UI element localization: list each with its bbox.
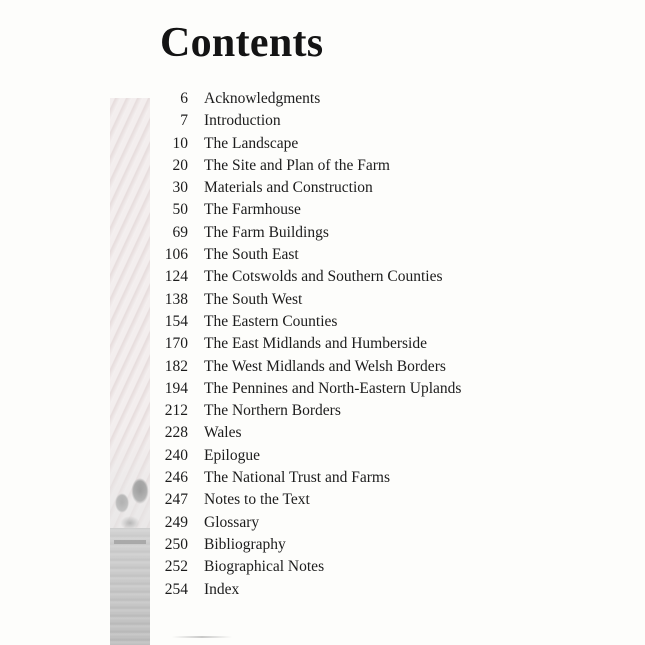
photo-strip-image xyxy=(110,98,150,645)
toc-entry[interactable] xyxy=(150,556,504,578)
toc-page-number: 106 xyxy=(164,246,188,264)
toc-entry[interactable] xyxy=(150,155,504,177)
toc-chapter-title: Notes to the Text xyxy=(204,491,310,509)
toc-entry[interactable] xyxy=(150,110,504,132)
toc-entry[interactable] xyxy=(150,333,504,355)
page-mark xyxy=(172,636,232,638)
toc-page-number: 6 xyxy=(180,90,188,107)
toc-entry[interactable] xyxy=(150,266,504,288)
toc-entry[interactable] xyxy=(150,222,504,244)
toc-page-number: 249 xyxy=(164,513,188,531)
toc-entry[interactable] xyxy=(150,356,504,378)
photo-haze xyxy=(110,98,150,645)
toc-entry[interactable] xyxy=(150,289,504,311)
toc-chapter-title: Index xyxy=(204,580,240,598)
toc-chapter-title: The South West xyxy=(204,290,303,308)
toc-page-number: 124 xyxy=(164,268,188,286)
toc-entry[interactable] xyxy=(150,177,504,199)
toc-page-number: 50 xyxy=(172,201,188,219)
toc-chapter-title: The Farmhouse xyxy=(204,201,301,219)
toc-page-number: 254 xyxy=(164,580,188,598)
toc-chapter-title: Introduction xyxy=(204,112,281,130)
toc-page-number: 170 xyxy=(164,335,188,353)
toc-entry[interactable] xyxy=(150,512,504,534)
toc-page-number: 246 xyxy=(164,469,188,487)
page-title: Contents xyxy=(160,20,324,66)
toc-chapter-title: Wales xyxy=(204,424,242,442)
toc-entry[interactable] xyxy=(150,467,504,489)
toc-page-number: 182 xyxy=(164,357,188,375)
toc-page-number: 10 xyxy=(172,134,188,152)
toc-chapter-title: Materials and Construction xyxy=(204,179,373,197)
toc-page-number: 228 xyxy=(164,424,188,442)
toc-chapter-title: Epilogue xyxy=(204,446,260,464)
toc-page-number: 212 xyxy=(164,402,188,420)
toc-entry[interactable] xyxy=(150,534,504,556)
toc-page-number: 194 xyxy=(164,379,188,397)
toc-chapter-title: Glossary xyxy=(204,513,260,531)
toc-chapter-title: The South East xyxy=(204,246,299,264)
toc-chapter-title: The Farm Buildings xyxy=(204,223,329,241)
toc-entry[interactable] xyxy=(150,133,504,155)
toc-chapter-title: The East Midlands and Humberside xyxy=(204,335,427,353)
toc-chapter-title: The National Trust and Farms xyxy=(204,469,390,487)
toc-chapter-title: The Pennines and North-Eastern Uplands xyxy=(204,379,462,397)
toc-entry[interactable] xyxy=(150,489,504,511)
toc-entry[interactable] xyxy=(150,378,504,400)
toc-entry[interactable] xyxy=(150,88,504,110)
toc-page-number: 154 xyxy=(164,312,188,330)
toc-page-number: 240 xyxy=(164,446,188,464)
toc-page-number: 20 xyxy=(172,156,188,174)
toc-page-number: 69 xyxy=(172,223,188,241)
toc-page-number: 247 xyxy=(164,491,188,509)
toc-entry[interactable] xyxy=(150,445,504,467)
toc-chapter-title: The Eastern Counties xyxy=(204,312,338,330)
toc-page-number: 7 xyxy=(180,112,188,130)
toc-entry[interactable] xyxy=(150,244,504,266)
toc-chapter-title: Acknowledgments xyxy=(204,90,321,107)
toc-entry[interactable] xyxy=(150,400,504,422)
toc-chapter-title: The West Midlands and Welsh Borders xyxy=(204,357,446,375)
toc-entry[interactable] xyxy=(150,199,504,221)
table-of-contents xyxy=(150,88,504,601)
toc-page-number: 30 xyxy=(172,179,188,197)
toc-chapter-title: The Cotswolds and Southern Counties xyxy=(204,268,443,286)
toc-chapter-title: The Site and Plan of the Farm xyxy=(204,156,390,174)
toc-page-number: 250 xyxy=(164,535,188,553)
toc-chapter-title: Biographical Notes xyxy=(204,558,325,576)
toc-entry[interactable] xyxy=(150,311,504,333)
toc-chapter-title: The Northern Borders xyxy=(204,402,341,420)
toc-page-number: 252 xyxy=(164,558,188,576)
toc-entry[interactable] xyxy=(150,579,504,601)
toc-page-number: 138 xyxy=(164,290,188,308)
toc-entry[interactable] xyxy=(150,422,504,444)
toc-chapter-title: The Landscape xyxy=(204,134,299,152)
toc-chapter-title: Bibliography xyxy=(204,535,286,553)
